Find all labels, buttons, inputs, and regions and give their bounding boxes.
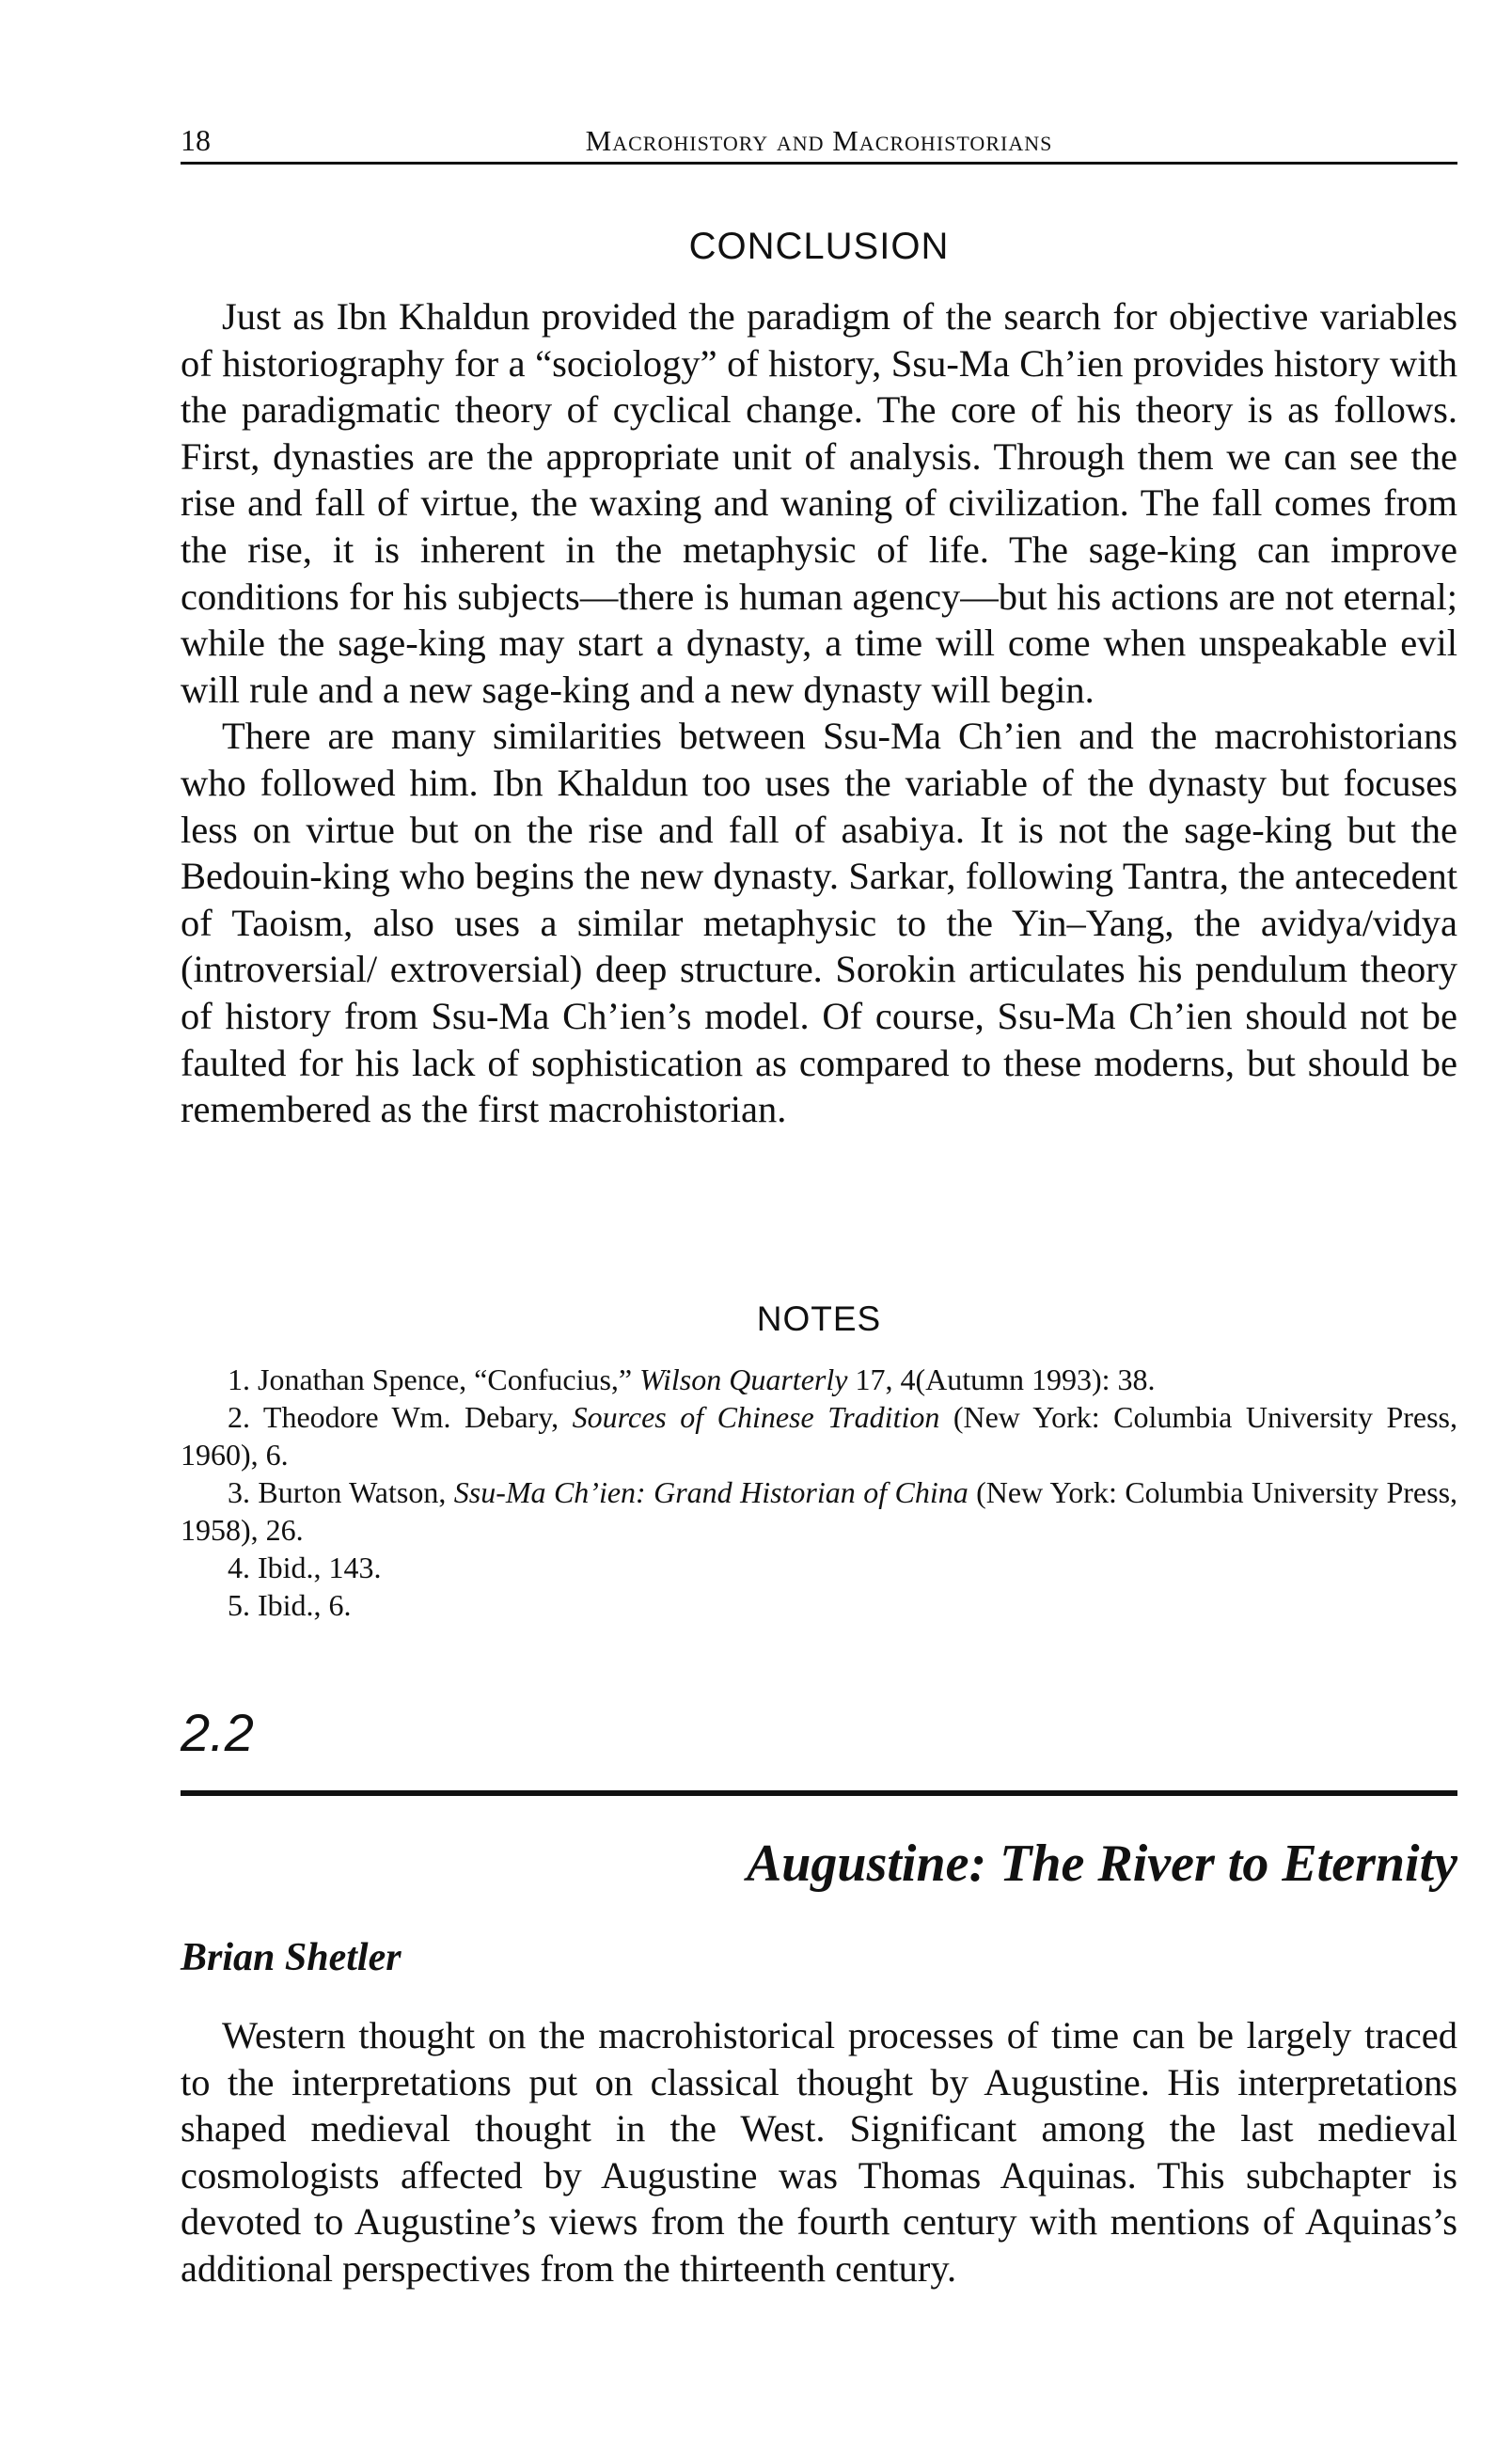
running-title: Macrohistory and Macrohistorians bbox=[585, 124, 1053, 157]
note-text: Ibid., 143. bbox=[258, 1551, 382, 1584]
note-text: Burton Watson, bbox=[258, 1475, 454, 1509]
note-text: (New York: Columbia University Press, 1958), 26. bbox=[181, 1475, 1458, 1547]
notes-list bbox=[181, 1361, 1457, 1624]
note-item bbox=[181, 1586, 1457, 1624]
note-title: Wilson Quarterly bbox=[639, 1362, 848, 1396]
note-number: 4. bbox=[228, 1551, 250, 1584]
chapter-body bbox=[181, 2012, 1457, 2292]
note-text: Jonathan Spence, “Confucius,” bbox=[258, 1362, 640, 1396]
conclusion-heading: CONCLUSION bbox=[688, 226, 950, 267]
note-item bbox=[181, 1398, 1457, 1473]
note-number: 5. bbox=[228, 1588, 250, 1622]
note-text: Ibid., 6. bbox=[258, 1588, 352, 1622]
notes-heading: NOTES bbox=[756, 1299, 882, 1338]
note-item bbox=[181, 1361, 1457, 1398]
note-number: 2. bbox=[228, 1400, 250, 1434]
chapter-author: Brian Shetler bbox=[181, 1936, 402, 1979]
note-text: (New York: Columbia University Press, 1960), 6. bbox=[181, 1400, 1458, 1472]
chapter-title: Augustine: The River to Eternity bbox=[746, 1835, 1457, 1893]
chapter-divider bbox=[181, 1790, 1457, 1796]
running-header bbox=[181, 115, 1457, 165]
chapter-paragraph: Western thought on the macrohistorical processes of time can be largely traced to the interpretations put on classical thought by Augustine. His interpretations shaped medieval thought in the West. Significant among the last medieval cosmologists affected by Augustine was Thomas Aquinas. This subchapter is devoted to Augustine’s views from the fourth century with mentions of Aquinas’s additional perspectives from the thirteenth century. bbox=[181, 2014, 1457, 2290]
conclusion-body bbox=[181, 293, 1457, 1133]
note-title: Sources of Chinese Tradition bbox=[572, 1400, 940, 1434]
page-number: 18 bbox=[181, 123, 211, 157]
note-text: Theodore Wm. Debary, bbox=[262, 1400, 573, 1434]
note-text: 17, 4(Autumn 1993): 38. bbox=[847, 1362, 1156, 1396]
conclusion-paragraph-2: There are many similarities between Ssu-Ma Ch’ien and the macrohistorians who followed him. Ibn Khaldun too uses the variable of the dynasty but focuses less on virtue but on the rise and fall of asabiya. It is not the sage-king but the Bedouin-king who begins the new dynasty. Sarkar, following Tantra, the antecedent of Taoism, also uses a similar metaphysic to the Yin–Yang, the avidya/vidya (introversial/ extroversial) deep structure. Sorokin articulates his pendulum theory of history from Ssu-Ma Ch’ien’s model. Of course, Ssu-Ma Ch’ien should not be faulted for his lack of sophistication as compared to these moderns, but should be remembered as the first macrohistorian. bbox=[181, 715, 1457, 1131]
chapter-number: 2.2 bbox=[181, 1703, 254, 1762]
note-title: Ssu-Ma Ch’ien: Grand Historian of China bbox=[453, 1475, 969, 1509]
note-number: 1. bbox=[228, 1362, 250, 1396]
conclusion-paragraph-1: Just as Ibn Khaldun provided the paradigm of the search for objective variables of historiography for a “sociology” of history, Ssu-Ma Ch’ien provides history with the paradigmatic theory of cyclical change. The core of his theory is as follows. First, dynasties are the appropriate unit of analysis. Through them we can see the rise and fall of virtue, the waxing and waning of civilization. The fall comes from the rise, it is inherent in the metaphysic of life. The sage-king can improve conditions for his subjects—there is human agency—but his actions are not eternal; while the sage-king may start a dynasty, a time will come when unspeakable evil will rule and a new sage-king and a new dynasty will begin. bbox=[181, 295, 1457, 711]
note-item bbox=[181, 1549, 1457, 1586]
note-item bbox=[181, 1473, 1457, 1549]
note-number: 3. bbox=[228, 1475, 250, 1509]
